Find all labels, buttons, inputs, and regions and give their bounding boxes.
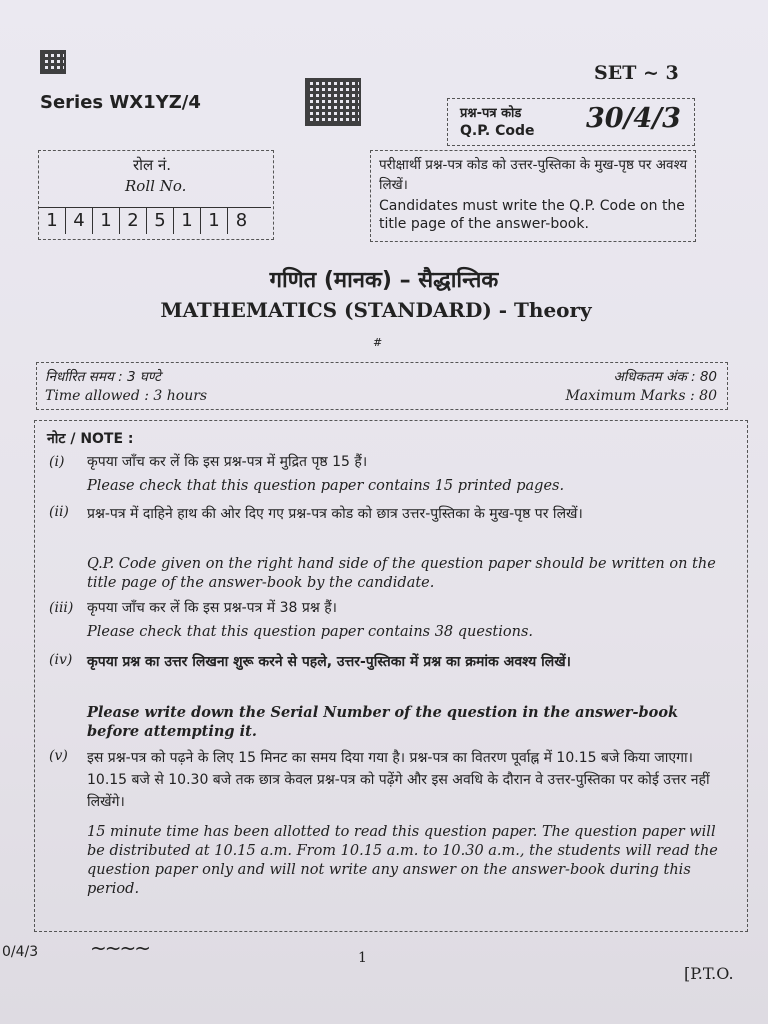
- note-hindi: कृपया जाँच कर लें कि इस प्रश्न-पत्र में 38 प्रश्न हैं।: [87, 600, 337, 616]
- page-title: MATHEMATICS (STANDARD) - Theory: [160, 298, 592, 322]
- note-item: [49, 453, 739, 497]
- note-hindi: इस प्रश्न-पत्र को पढ़ने के लिए 15 मिनट का समय दिया गया है। प्रश्न-पत्र का वितरण पूर्वाह्न में 10.15 बजे किया जाएगा। 10.15 बजे से 10.30 बजे तक छात्र केवल प्रश्न-पत्र को पढ़ेंगे और इस अवधि के दौरान वे उत्तर-पुस्तिका पर कोई उत्तर नहीं लिखेंगे।: [87, 750, 710, 810]
- footer-wave: ~~~~: [90, 936, 150, 960]
- roll-digit[interactable]: 1: [201, 208, 228, 234]
- note-english: Please check that this question paper contains 38 questions.: [87, 624, 533, 640]
- note-hindi: प्रश्न-पत्र में दाहिने हाथ की ओर दिए गए प्रश्न-पत्र कोड को छात्र उत्तर-पुस्तिका के मुख-पृष्ठ पर लिखें।: [87, 506, 583, 522]
- roll-digit[interactable]: 2: [120, 208, 147, 234]
- footer-code: 0/4/3: [2, 944, 39, 960]
- qp-code-box: [447, 98, 695, 146]
- note-english: Q.P. Code given on the right hand side of the question paper should be written on the title page of the answer-book by the candidate.: [87, 556, 716, 591]
- small-qr-code-icon: [40, 50, 66, 74]
- pto-label: [P.T.O.: [684, 964, 734, 983]
- roll-digit[interactable]: 8: [235, 210, 248, 231]
- note-number: (iii): [49, 600, 74, 616]
- roll-digit[interactable]: 1: [93, 208, 120, 234]
- series-label: Series WX1YZ/4: [40, 92, 201, 113]
- qr-code-icon: [305, 78, 361, 126]
- note-number: (iv): [49, 652, 73, 668]
- note-item: [49, 503, 739, 595]
- time-allowed: Time allowed : 3 hours: [45, 388, 208, 404]
- title-mark: #: [373, 336, 383, 349]
- note-hindi: कृपया प्रश्न का उत्तर लिखना शुरू करने से पहले, उत्तर-पुस्तिका में प्रश्न का क्रमांक अवश्य लिखें।: [87, 654, 571, 670]
- marks-hindi: अधिकतम अंक : 80: [613, 369, 717, 385]
- roll-digit[interactable]: 1: [174, 208, 201, 234]
- roll-digit[interactable]: 5: [147, 208, 174, 234]
- notes-list: [49, 453, 741, 925]
- note-english: Please check that this question paper contains 15 printed pages.: [87, 478, 565, 494]
- candidate-instruction-box: [370, 150, 696, 242]
- instruction-hindi: परीक्षार्थी प्रश्न-पत्र कोड को उत्तर-पुस्तिका के मुख-पृष्ठ पर अवश्य लिखें।: [379, 157, 688, 193]
- title-hindi: गणित (मानक) – सैद्धान्तिक: [269, 268, 499, 293]
- roll-label: Roll No.: [125, 177, 187, 195]
- note-number: (ii): [49, 504, 69, 520]
- notes-box: [34, 420, 748, 932]
- note-english: Please write down the Serial Number of the question in the answer-book before attempting it.: [87, 704, 679, 740]
- note-english: 15 minute time has been allotted to read this question paper. The question paper will be distributed at 10.15 a.m. From 10.15 a.m. to 10.30 a.m., the students will read the question paper only and will not write any answer on the answer-book during this period.: [87, 824, 718, 897]
- note-number: (v): [49, 748, 68, 764]
- note-heading: नोट / NOTE :: [47, 431, 134, 447]
- roll-digit[interactable]: 4: [66, 208, 93, 234]
- note-item: [49, 747, 739, 923]
- qp-code-value: 30/4/3: [586, 103, 681, 134]
- instruction-english: Candidates must write the Q.P. Code on the title page of the answer-book.: [379, 198, 685, 232]
- note-hindi: कृपया जाँच कर लें कि इस प्रश्न-पत्र में मुद्रित पृष्ठ 15 हैं।: [87, 454, 368, 470]
- roll-label-hindi: रोल नं.: [133, 156, 172, 174]
- note-item: [49, 651, 739, 743]
- page-number: 1: [358, 950, 367, 966]
- time-hindi: निर्धारित समय : 3 घण्टे: [45, 369, 161, 385]
- qp-code-label-hindi: प्रश्न-पत्र कोड: [460, 106, 522, 121]
- note-number: (i): [49, 454, 65, 470]
- roll-number-cells: [39, 207, 271, 234]
- roll-digit[interactable]: 1: [39, 208, 66, 234]
- maximum-marks: Maximum Marks : 80: [565, 388, 717, 404]
- qp-code-label: Q.P. Code: [460, 123, 535, 139]
- note-item: [49, 599, 739, 645]
- set-label: SET ~ 3: [594, 62, 679, 84]
- time-marks-box: [36, 362, 728, 410]
- roll-number-box: [38, 150, 274, 240]
